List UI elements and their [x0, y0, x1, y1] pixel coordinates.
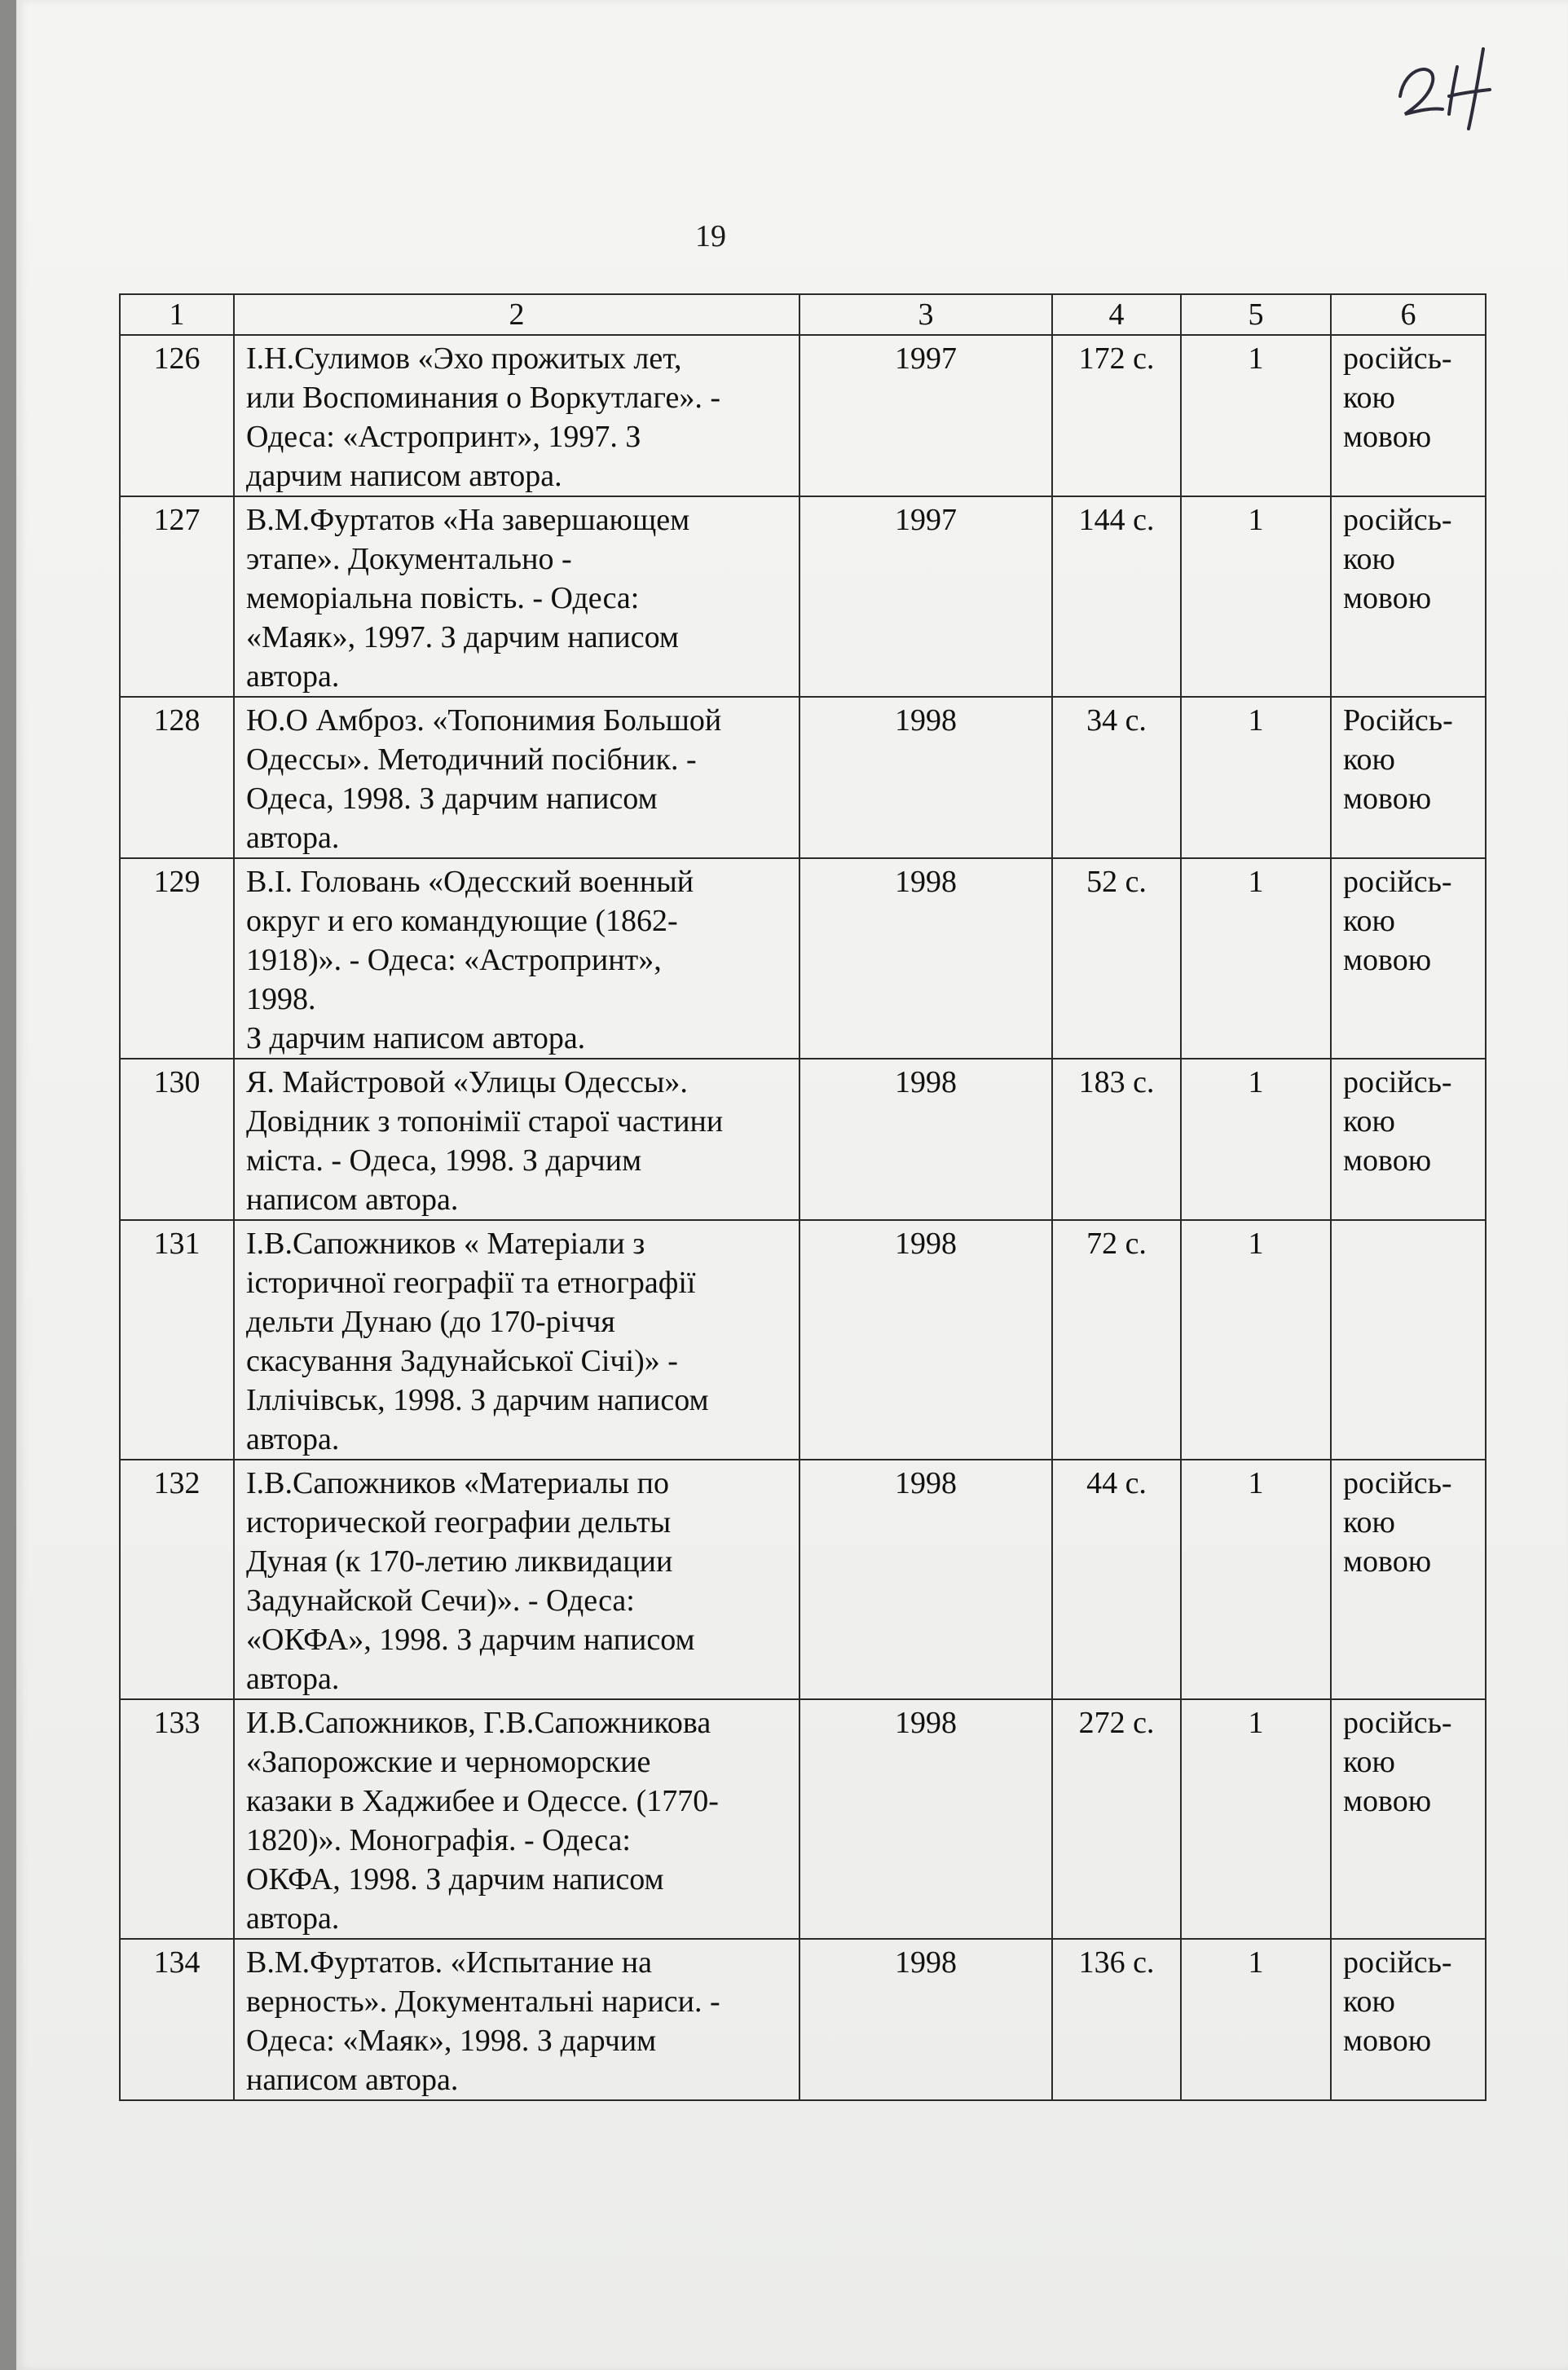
language-line: російсь-: [1343, 1466, 1452, 1500]
language-line: мовою: [1343, 1784, 1432, 1818]
table-row: [120, 1220, 1486, 1460]
entry-description: [234, 1220, 799, 1460]
language-line: російсь-: [1343, 1065, 1452, 1099]
description-line: или Воспоминания о Воркутлаге». -: [246, 381, 721, 415]
entry-copies: 1: [1181, 1699, 1331, 1939]
entry-language: [1331, 1460, 1486, 1699]
table-row: [120, 1460, 1486, 1699]
language-line: мовою: [1343, 1544, 1432, 1579]
entry-pages: 172 с.: [1052, 335, 1181, 496]
language-line: кою: [1343, 381, 1395, 415]
language-line: мовою: [1343, 1143, 1432, 1178]
entry-year: 1998: [799, 697, 1052, 858]
description-line: «ОКФА», 1998. З дарчим написом: [246, 1623, 695, 1657]
description-line: Я. Майстровой «Улицы Одессы».: [246, 1065, 688, 1099]
header-row: [120, 294, 1486, 335]
entry-year: 1998: [799, 1460, 1052, 1699]
entry-pages: 183 с.: [1052, 1059, 1181, 1220]
entry-language: [1331, 496, 1486, 697]
entry-number: 129: [120, 858, 234, 1059]
entry-copies: 1: [1181, 1059, 1331, 1220]
description-line: этапе». Документально -: [246, 542, 572, 576]
language-line: кою: [1343, 742, 1395, 777]
description-line: В.М.Фуртатов «На завершающем: [246, 503, 690, 537]
language-line: мовою: [1343, 420, 1432, 454]
table-row: [120, 1059, 1486, 1220]
description-line: Одессы». Методичний посібник. -: [246, 742, 697, 777]
description-line: автора.: [246, 1662, 340, 1696]
language-line: мовою: [1343, 2024, 1432, 2058]
description-line: 1998.: [246, 982, 316, 1016]
language-line: мовою: [1343, 581, 1432, 615]
description-line: міста. - Одеса, 1998. З дарчим: [246, 1143, 642, 1178]
entry-copies: 1: [1181, 335, 1331, 496]
entry-year: 1998: [799, 1220, 1052, 1460]
entry-description: [234, 1939, 799, 2100]
entry-language: [1331, 1220, 1486, 1460]
entry-description: [234, 496, 799, 697]
language-line: російсь-: [1343, 503, 1452, 537]
page-number: 19: [695, 219, 726, 253]
entry-year: 1998: [799, 1699, 1052, 1939]
entry-pages: 52 с.: [1052, 858, 1181, 1059]
column-header: 6: [1331, 294, 1486, 335]
description-line: 1820)». Монографія. - Одеса:: [246, 1823, 631, 1857]
language-line: кою: [1343, 1985, 1395, 2019]
entry-description: [234, 1460, 799, 1699]
entry-language: [1331, 1939, 1486, 2100]
entry-number: 126: [120, 335, 234, 496]
language-line: кою: [1343, 1104, 1395, 1139]
description-line: «Маяк», 1997. З дарчим написом: [246, 620, 679, 654]
description-line: І.В.Сапожников « Матеріали з: [246, 1227, 645, 1261]
entry-number: 130: [120, 1059, 234, 1220]
column-header: 2: [234, 294, 799, 335]
entry-pages: 72 с.: [1052, 1220, 1181, 1460]
description-line: написом автора.: [246, 1183, 459, 1217]
description-line: Одеса: «Маяк», 1998. З дарчим: [246, 2024, 657, 2058]
description-line: Іллічівськ, 1998. З дарчим написом: [246, 1383, 709, 1417]
description-line: казаки в Хаджибее и Одессе. (1770-: [246, 1784, 719, 1818]
language-line: кою: [1343, 904, 1395, 938]
language-line: мовою: [1343, 943, 1432, 977]
description-line: ОКФА, 1998. З дарчим написом: [246, 1862, 664, 1896]
table-row: [120, 697, 1486, 858]
table-row: [120, 335, 1486, 496]
description-line: автора.: [246, 1422, 340, 1456]
entry-number: 131: [120, 1220, 234, 1460]
language-line: Російсь-: [1343, 703, 1453, 738]
entry-number: 133: [120, 1699, 234, 1939]
column-header: 3: [799, 294, 1052, 335]
language-line: кою: [1343, 1745, 1395, 1779]
language-line: російсь-: [1343, 865, 1452, 899]
entry-description: [234, 1059, 799, 1220]
entry-year: 1998: [799, 1059, 1052, 1220]
entry-pages: 136 с.: [1052, 1939, 1181, 2100]
language-line: російсь-: [1343, 1945, 1452, 1980]
handwritten-archive-number: [1394, 33, 1508, 130]
description-line: І.Н.Сулимов «Эхо прожитых лет,: [246, 341, 682, 376]
description-line: верность». Документальні нариси. -: [246, 1985, 720, 2019]
description-line: І.В.Сапожников «Материалы по: [246, 1466, 670, 1500]
description-line: 1918)». - Одеса: «Астропринт»,: [246, 943, 662, 977]
description-line: автора.: [246, 1901, 340, 1936]
entry-description: [234, 858, 799, 1059]
language-line: кою: [1343, 1505, 1395, 1540]
description-line: округ и его командующие (1862-: [246, 904, 678, 938]
entry-year: 1998: [799, 858, 1052, 1059]
entry-copies: 1: [1181, 697, 1331, 858]
entry-number: 132: [120, 1460, 234, 1699]
table-row: [120, 1699, 1486, 1939]
entry-description: [234, 1699, 799, 1939]
language-line: мовою: [1343, 782, 1432, 816]
entry-year: 1998: [799, 1939, 1052, 2100]
description-line: Ю.О Амброз. «Топонимия Большой: [246, 703, 722, 738]
description-line: В.М.Фуртатов. «Испытание на: [246, 1945, 653, 1980]
description-line: історичної географії та етнографії: [246, 1266, 696, 1300]
entry-copies: 1: [1181, 1460, 1331, 1699]
entry-copies: 1: [1181, 1939, 1331, 2100]
description-line: автора.: [246, 821, 340, 855]
description-line: Задунайской Сечи)». - Одеса:: [246, 1584, 635, 1618]
description-line: написом автора.: [246, 2063, 459, 2097]
entry-pages: 272 с.: [1052, 1699, 1181, 1939]
description-line: автора.: [246, 659, 340, 694]
language-line: російсь-: [1343, 341, 1452, 376]
entry-number: 134: [120, 1939, 234, 2100]
entry-copies: 1: [1181, 858, 1331, 1059]
entry-pages: 34 с.: [1052, 697, 1181, 858]
entry-copies: 1: [1181, 496, 1331, 697]
entry-description: [234, 335, 799, 496]
entry-year: 1997: [799, 496, 1052, 697]
entry-pages: 44 с.: [1052, 1460, 1181, 1699]
description-line: В.І. Головань «Одесский военный: [246, 865, 694, 899]
description-line: И.В.Сапожников, Г.В.Сапожникова: [246, 1706, 711, 1740]
column-header: 5: [1181, 294, 1331, 335]
description-line: дельти Дунаю (до 170-річчя: [246, 1305, 615, 1339]
entry-description: [234, 697, 799, 858]
description-line: дарчим написом автора.: [246, 459, 562, 493]
description-line: исторической географии дельты: [246, 1505, 672, 1540]
description-line: Довідник з топонімії старої частини: [246, 1104, 724, 1139]
entry-number: 128: [120, 697, 234, 858]
description-line: З дарчим написом автора.: [246, 1021, 586, 1055]
entry-copies: 1: [1181, 1220, 1331, 1460]
table-row: [120, 496, 1486, 697]
table-row: [120, 1939, 1486, 2100]
column-header: 4: [1052, 294, 1181, 335]
entry-number: 127: [120, 496, 234, 697]
description-line: Одеса, 1998. З дарчим написом: [246, 782, 658, 816]
description-line: Одеса: «Астропринт», 1997. З: [246, 420, 641, 454]
description-line: скасування Задунайської Січі)» -: [246, 1344, 678, 1378]
register-table: [119, 293, 1487, 2101]
entry-language: [1331, 858, 1486, 1059]
language-line: російсь-: [1343, 1706, 1452, 1740]
column-header: 1: [120, 294, 234, 335]
entry-language: [1331, 697, 1486, 858]
entry-language: [1331, 1059, 1486, 1220]
description-line: меморіальна повість. - Одеса:: [246, 581, 640, 615]
table-body: [120, 335, 1486, 2100]
handwritten-number-graphic: [1394, 33, 1508, 130]
entry-language: [1331, 335, 1486, 496]
entry-pages: 144 с.: [1052, 496, 1181, 697]
table-row: [120, 858, 1486, 1059]
entry-year: 1997: [799, 335, 1052, 496]
description-line: «Запорожские и черноморские: [246, 1745, 651, 1779]
language-line: кою: [1343, 542, 1395, 576]
document-page: [16, 0, 1568, 2370]
description-line: Дуная (к 170-летию ликвидации: [246, 1544, 673, 1579]
entry-language: [1331, 1699, 1486, 1939]
